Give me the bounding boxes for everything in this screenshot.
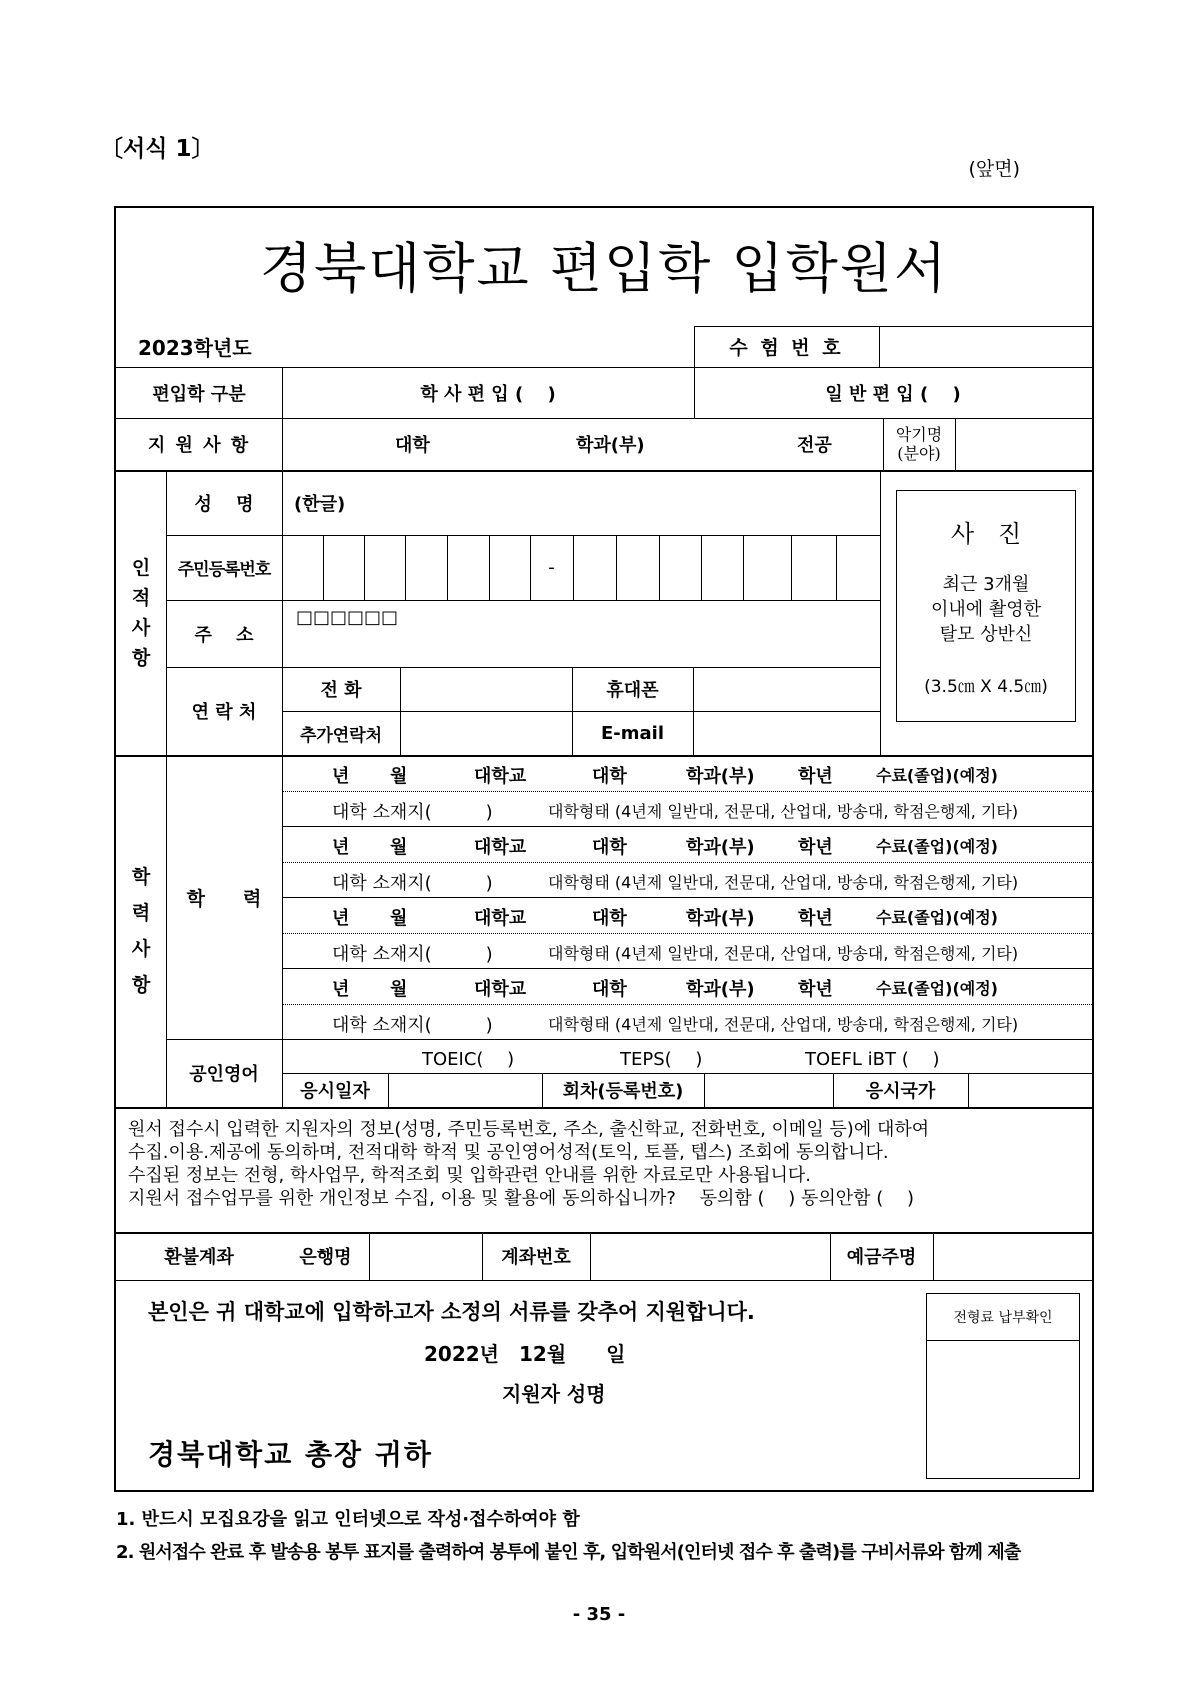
email-label: E-mail (600, 722, 664, 744)
rrn-label: 주민등록번호 (177, 560, 271, 580)
edu-year: 년 (332, 837, 350, 858)
education-location-row[interactable] (282, 933, 1094, 968)
refund-account-label: 환불계좌 (164, 1247, 234, 1268)
test-date-label: 응시일자 (300, 1081, 370, 1102)
edu-grade: 학년 (798, 766, 833, 787)
address-label: 주 소 (194, 624, 254, 646)
consent-line: 원서 접수시 입력한 지원자의 정보(성명, 주민등록번호, 주소, 출신학교, 전화번호, 이메일 등)에 대하여 (128, 1119, 930, 1140)
edu-college: 대학 (592, 979, 627, 1000)
education-row[interactable] (282, 826, 1094, 862)
exam-number-label: 수 험 번 호 (729, 337, 844, 359)
side-char: 학 (131, 866, 151, 888)
photo-line2: 이내에 촬영한 (930, 599, 1042, 620)
photo-title: 사 진 (950, 520, 1022, 548)
edu-status: 수료(졸업)(예정) (876, 908, 998, 927)
note-1: 1. 반드시 모집요강을 읽고 인터넷으로 작성·접수하여야 함 (116, 1509, 580, 1530)
edu-type: 대학형태 (4년제 일반대, 전문대, 산업대, 방송대, 학점은행제, 기타) (548, 873, 1019, 892)
edu-status: 수료(졸업)(예정) (876, 837, 998, 856)
note-2: 2. 원서접수 완료 후 발송용 봉투 표지를 출력하여 봉투에 붙인 후, 입학원서(인터넷 접수 후 출력)를 구비서류와 함께 제출 (116, 1542, 1021, 1563)
fee-confirmation-label: 전형료 납부확인 (953, 1309, 1053, 1326)
test-country-label: 응시국가 (865, 1081, 936, 1102)
instrument-label-line2: (분야) (897, 444, 941, 463)
exam-number-field[interactable] (879, 326, 1092, 367)
edu-type: 대학형태 (4년제 일반대, 전문대, 산업대, 방송대, 학점은행제, 기타) (548, 1015, 1019, 1034)
edu-dept: 학과(부) (686, 837, 755, 858)
edu-type: 대학형태 (4년제 일반대, 전문대, 산업대, 방송대, 학점은행제, 기타) (548, 802, 1019, 821)
instrument-label-line1: 악기명 (895, 425, 943, 444)
declaration-statement: 본인은 귀 대학교에 입학하고자 소정의 서류를 갖추어 지원합니다. (148, 1300, 755, 1324)
edu-grade: 학년 (798, 979, 833, 1000)
side-char: 사 (131, 938, 151, 960)
edu-college: 대학 (592, 837, 627, 858)
account-holder-label: 예금주명 (846, 1247, 917, 1268)
teps-field[interactable]: TEPS( ) (620, 1049, 703, 1070)
toefl-field[interactable]: TOEFL iBT ( ) (805, 1049, 940, 1070)
mobile-label: 휴대폰 (606, 680, 659, 701)
edu-dept: 학과(부) (686, 979, 755, 1000)
instrument-label (883, 418, 955, 470)
page-number: - 35 - (572, 1604, 626, 1625)
side-char: 인 (131, 556, 151, 579)
name-hint: (한글) (294, 493, 346, 515)
consent-agree-line[interactable]: 지원서 접수업무를 위한 개인정보 수집, 이용 및 활용에 동의하십니까? 동의함 ( ) 동의안함 ( ) (128, 1188, 915, 1209)
application-label: 지 원 사 항 (147, 435, 251, 456)
edu-location: 대학 소재지( ) (332, 873, 493, 894)
form-title: 경북대학교 편입학 입학원서 (259, 236, 949, 300)
college-label: 대학 (395, 435, 430, 456)
general-transfer-option[interactable]: 일 반 편 입 ( ) (825, 383, 961, 405)
edu-year: 년 (332, 908, 350, 929)
edu-month: 월 (390, 837, 408, 858)
side-char: 항 (131, 646, 151, 669)
side-label: (앞면) (968, 158, 1020, 180)
edu-month: 월 (390, 766, 408, 787)
academic-year: 2023학년도 (138, 336, 252, 360)
edu-univ: 대학교 (474, 979, 527, 1000)
department-label: 학과(부) (576, 435, 645, 456)
personal-info-side-label (116, 470, 166, 755)
edu-status: 수료(졸업)(예정) (876, 766, 998, 785)
edu-year: 년 (332, 766, 350, 787)
edu-univ: 대학교 (474, 908, 527, 929)
edu-dept: 학과(부) (686, 908, 755, 929)
photo-line3: 탈모 상반신 (939, 624, 1033, 645)
consent-text (128, 1118, 1088, 1210)
edu-univ: 대학교 (474, 837, 527, 858)
education-row[interactable] (282, 968, 1094, 1004)
rrn-dash: - (548, 557, 555, 578)
applicant-signature[interactable]: 지원자 성명 (502, 1382, 606, 1406)
consent-line: 수집된 정보는 전형, 학사업무, 학적조회 및 입학관련 안내를 위한 자료로만 사용됩니다. (128, 1165, 811, 1186)
photo-size: (3.5㎝ X 4.5㎝) (924, 677, 1048, 697)
account-number-label: 계좌번호 (501, 1247, 571, 1268)
education-row[interactable] (282, 755, 1094, 791)
edu-month: 월 (390, 908, 408, 929)
contact-label: 연 락 처 (191, 702, 257, 723)
edu-type: 대학형태 (4년제 일반대, 전문대, 산업대, 방송대, 학점은행제, 기타) (548, 944, 1019, 963)
edu-status: 수료(졸업)(예정) (876, 979, 998, 998)
side-char: 항 (131, 974, 151, 996)
edu-college: 대학 (592, 908, 627, 929)
declaration-date: 2022년 12월 일 (424, 1342, 626, 1366)
bank-name-label: 은행명 (299, 1247, 352, 1268)
education-location-row[interactable] (282, 791, 1094, 826)
bachelor-transfer-option[interactable]: 학 사 편 입 ( ) (420, 383, 556, 405)
transfer-type-label: 편입학 구분 (152, 383, 246, 405)
edu-grade: 학년 (798, 908, 833, 929)
side-char: 력 (131, 902, 151, 924)
extra-contact-label: 추가연락처 (299, 725, 383, 746)
edu-year: 년 (332, 979, 350, 1000)
edu-univ: 대학교 (474, 766, 527, 787)
education-side-label (116, 755, 166, 1107)
account-number-field[interactable] (590, 1232, 830, 1280)
consent-line: 수집.이용.제공에 동의하며, 전적대학 학적 및 공인영어성적(토익, 토플, 텝스) 조회에 동의합니다. (128, 1142, 889, 1163)
edu-location: 대학 소재지( ) (332, 802, 493, 823)
toeic-field[interactable]: TOEIC( ) (422, 1049, 515, 1070)
form-label: 〔서식 1〕 (100, 136, 215, 162)
edu-location: 대학 소재지( ) (332, 944, 493, 965)
major-label: 전공 (797, 435, 832, 456)
addressee: 경북대학교 총장 귀하 (148, 1438, 433, 1471)
test-session-label: 회차(등록번호) (562, 1081, 684, 1102)
account-holder-field[interactable] (933, 1232, 1092, 1280)
edu-dept: 학과(부) (686, 766, 755, 787)
edu-college: 대학 (592, 766, 627, 787)
edu-month: 월 (390, 979, 408, 1000)
bank-name-field[interactable] (369, 1232, 482, 1280)
education-label: 학 력 (186, 887, 262, 910)
address-field[interactable]: □□□□□□ (296, 607, 399, 628)
edu-grade: 학년 (798, 837, 833, 858)
education-row[interactable] (282, 897, 1094, 933)
edu-location: 대학 소재지( ) (332, 1015, 493, 1036)
name-label: 성 명 (194, 493, 254, 515)
english-label: 공인영어 (189, 1064, 259, 1085)
side-char: 사 (131, 616, 151, 639)
side-char: 적 (131, 586, 151, 609)
phone-label: 전 화 (320, 680, 362, 701)
photo-line1: 최근 3개월 (942, 574, 1030, 595)
education-location-row[interactable] (282, 1004, 1094, 1039)
education-location-row[interactable] (282, 862, 1094, 897)
